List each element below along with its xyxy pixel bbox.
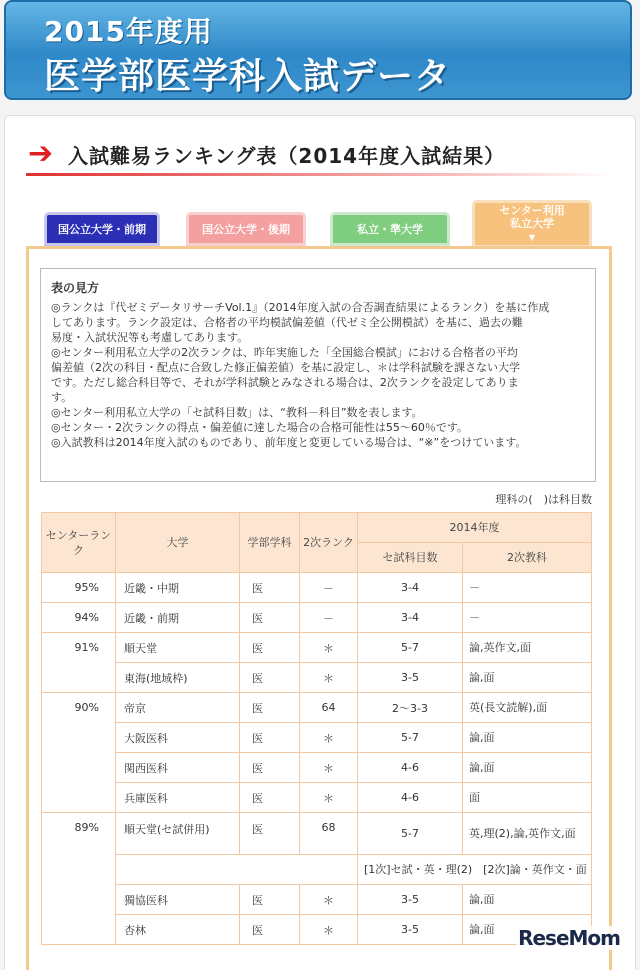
table-row xyxy=(42,783,592,813)
department-cell: 医 xyxy=(240,915,300,945)
second-rank-cell: － xyxy=(300,603,358,633)
second-subjects-cell: 英(長文読解),面 xyxy=(463,693,592,723)
center-subjects-cell: 5-7 xyxy=(358,633,463,663)
department-cell: 医 xyxy=(240,753,300,783)
notes-line: 易度・入試状況等も考慮してあります。 xyxy=(51,331,249,344)
header-center-rank: センターランク xyxy=(42,513,116,573)
second-subjects-cell: 論,面 xyxy=(463,885,592,915)
rank-cell: 89% xyxy=(42,813,116,945)
center-subjects-cell: 3-5 xyxy=(358,885,463,915)
header-second-rank: 2次ランク xyxy=(300,513,358,573)
tab-center-private-line1: センター利用 xyxy=(499,204,565,217)
second-subjects-cell: 論,面 xyxy=(463,915,592,945)
university-cell: 大阪医科 xyxy=(116,723,240,753)
resemom-logo: ReseMom xyxy=(518,926,620,950)
university-cell: 兵庫医科 xyxy=(116,783,240,813)
department-cell: 医 xyxy=(240,633,300,663)
second-rank-cell: ＊ xyxy=(300,753,358,783)
notes-line: です。ただし総合科目等で、それが学科試験とみなされる場合は、2次ランクを設定してありま xyxy=(51,376,519,389)
university-cell: 帝京 xyxy=(116,693,240,723)
second-subjects-cell: － xyxy=(463,573,592,603)
university-cell: 近畿・中期 xyxy=(116,573,240,603)
blank-cell xyxy=(116,855,358,885)
tab-national-first[interactable]: 国公立大学・前期 xyxy=(44,212,160,246)
notes-line: ◎センター利用私立大学の2次ランクは、昨年実施した「全国総合模試」における合格者の平均 xyxy=(51,346,518,359)
department-cell: 医 xyxy=(240,693,300,723)
caret-down-icon: ▼ xyxy=(528,233,536,242)
tab-private[interactable]: 私立・準大学 xyxy=(330,212,450,246)
table-row xyxy=(42,753,592,783)
department-cell: 医 xyxy=(240,663,300,693)
second-rank-cell: 64 xyxy=(300,693,358,723)
notes-line: ◎入試教科は2014年度入試のものであり、前年度と変更している場合は、“※”をつけています。 xyxy=(51,436,527,449)
notes-line: 偏差値（2次の科目・配点に合致した修正偏差値）を基に設定し、＊は学科試験を課さない大学 xyxy=(51,361,520,374)
notes-title: 表の見方 xyxy=(51,281,100,295)
university-cell: 東海(地域枠) xyxy=(116,663,240,693)
banner-title: 医学部医学科入試データ xyxy=(44,56,452,97)
rank-cell: 91% xyxy=(42,633,116,693)
second-subjects-cell: 英,理(2),論,英作文,面 xyxy=(463,813,592,855)
table-row xyxy=(42,855,592,885)
second-rank-cell: ＊ xyxy=(300,915,358,945)
second-subjects-cell: 論,面 xyxy=(463,723,592,753)
department-cell: 医 xyxy=(240,723,300,753)
second-rank-cell: － xyxy=(300,573,358,603)
center-subjects-cell: 2～3-3 xyxy=(358,693,463,723)
rank-cell: 94% xyxy=(42,603,116,633)
header-year: 2014年度 xyxy=(358,513,592,543)
table-row xyxy=(42,573,592,603)
section-title: 入試難易ランキング表（2014年度入試結果） xyxy=(68,143,506,168)
center-subjects-cell: 4-6 xyxy=(358,753,463,783)
department-cell: 医 xyxy=(240,603,300,633)
tab-center-private-line2: 私立大学 xyxy=(510,217,554,230)
table-row xyxy=(42,885,592,915)
header-center-subjects: セ試科目数 xyxy=(358,543,463,573)
center-subjects-cell: 4-6 xyxy=(358,783,463,813)
second-rank-cell: ＊ xyxy=(300,723,358,753)
second-subjects-cell: 論,英作文,面 xyxy=(463,633,592,663)
tab-national-second[interactable]: 国公立大学・後期 xyxy=(186,212,306,246)
department-cell: 医 xyxy=(240,783,300,813)
department-cell: 医 xyxy=(240,573,300,603)
red-arrow-icon: ➔ xyxy=(28,136,54,171)
header-department: 学部学科 xyxy=(240,513,300,573)
university-cell: 順天堂 xyxy=(116,633,240,663)
university-cell: 獨協医科 xyxy=(116,885,240,915)
notes-line: ◎センター利用私立大学の「セ試科目数」は、“教科－科目”数を表します。 xyxy=(51,406,423,419)
university-cell: 関西医科 xyxy=(116,753,240,783)
header-second-subjects: 2次教科 xyxy=(463,543,592,573)
notes-box xyxy=(40,268,596,482)
university-cell: 杏林 xyxy=(116,915,240,945)
table-row xyxy=(42,603,592,633)
section-heading xyxy=(28,136,505,172)
heading-underline xyxy=(26,173,616,176)
table-row xyxy=(42,915,592,945)
second-rank-cell: 68 xyxy=(300,813,358,855)
center-subjects-cell: 3-4 xyxy=(358,603,463,633)
notes-line: してあります。ランク設定は、合格者の平均模試偏差値（代ゼミ全公開模試）を基に、過去の難 xyxy=(51,316,523,329)
banner-year-label: 2015年度用 xyxy=(44,15,213,48)
notes-line: ◎ランクは『代ゼミデータリサーチVol.1』（2014年度入試の合否調査結果によるランク）を基に作成 xyxy=(51,301,550,314)
table-row xyxy=(42,663,592,693)
second-rank-cell: ＊ xyxy=(300,633,358,663)
department-cell: 医 xyxy=(240,885,300,915)
table-row xyxy=(42,813,592,855)
second-subjects-cell: 論,面 xyxy=(463,753,592,783)
second-subjects-cell: 論,面 xyxy=(463,663,592,693)
ranking-table xyxy=(41,512,592,945)
exam-stage-note: [1次]セ試・英・理(2) [2次]論・英作文・面 xyxy=(358,855,592,885)
center-subjects-cell: 3-5 xyxy=(358,663,463,693)
rank-cell: 95% xyxy=(42,573,116,603)
university-cell: 近畿・前期 xyxy=(116,603,240,633)
table-row xyxy=(42,633,592,663)
second-rank-cell: ＊ xyxy=(300,885,358,915)
center-subjects-cell: 3-4 xyxy=(358,573,463,603)
second-rank-cell: ＊ xyxy=(300,783,358,813)
notes-line: す。 xyxy=(51,391,73,404)
center-subjects-cell: 5-7 xyxy=(358,723,463,753)
university-cell: 順天堂(セ試併用) xyxy=(116,813,240,855)
table-row xyxy=(42,723,592,753)
second-rank-cell: ＊ xyxy=(300,663,358,693)
header-banner xyxy=(4,0,632,100)
department-cell: 医 xyxy=(240,813,300,855)
header-university: 大学 xyxy=(116,513,240,573)
subject-count-note: 理科の( )は科目数 xyxy=(495,493,592,506)
second-subjects-cell: － xyxy=(463,603,592,633)
center-subjects-cell: 3-5 xyxy=(358,915,463,945)
rank-cell: 90% xyxy=(42,693,116,813)
table-row xyxy=(42,693,592,723)
second-subjects-cell: 面 xyxy=(463,783,592,813)
center-subjects-cell: 5-7 xyxy=(358,813,463,855)
tab-center-private[interactable] xyxy=(472,200,592,248)
notes-line: ◎センター・2次ランクの得点・偏差値に達した場合の合格可能性は55～60％です。 xyxy=(51,421,469,434)
